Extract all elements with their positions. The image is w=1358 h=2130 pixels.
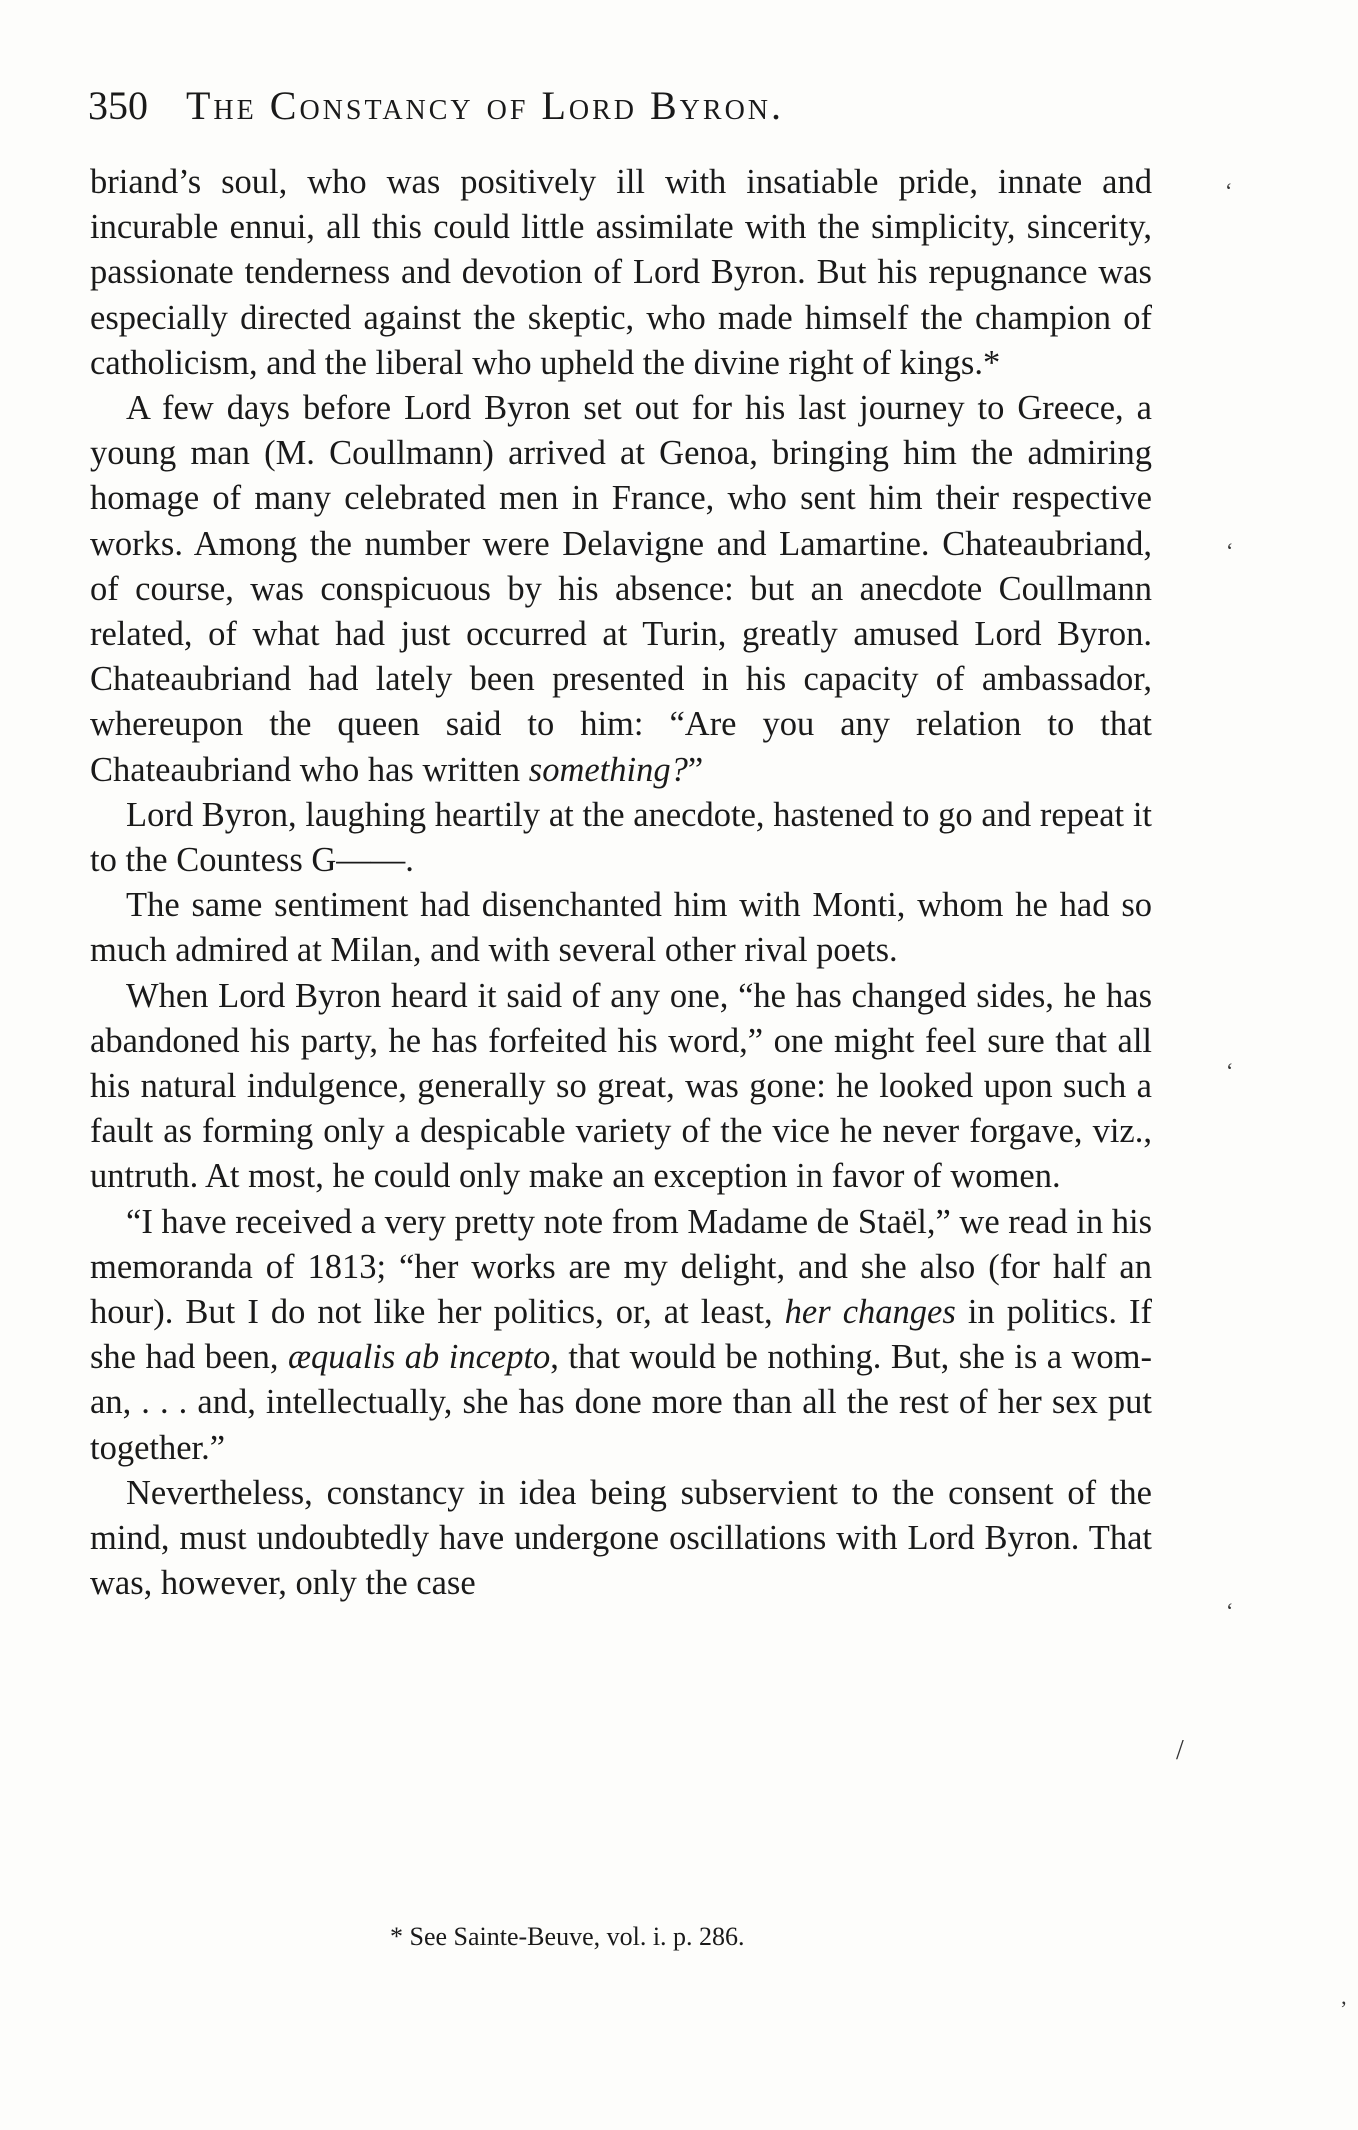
paragraph: [90, 386, 1152, 793]
italic-text: something?: [528, 750, 688, 789]
text-run: A few days before Lord Byron set out for his last journey to Greece, a young man (M. Coullmann) arrived at Genoa, bringing him the admiring homage of many celebrated men in France, who sent him their respective works. Among the number were Delavigne and Lamartine. Chateaubriand, of course, was conspicuous by his absence: but an anecdote Coullmann related, of what had just occurred at Turin, greatly amused Lord Byron. Chateaubriand had lately been presented in his capacity of ambassador, whereupon the queen said to him: “Are you any relation to that Chateaubriand who has written: [90, 389, 1152, 789]
margin-mark: ‘: [1226, 538, 1234, 563]
paragraph: [90, 974, 1152, 1200]
margin-mark: ’: [1340, 1996, 1348, 2021]
body-text: [90, 160, 1152, 1607]
italic-text: her changes: [784, 1293, 956, 1332]
paragraph: [90, 1200, 1152, 1471]
text-run: “I have received a very pretty note from Madame de Staël,” we read in his memoranda of 1813; “her works are my delight, and she also (for half an hour). But I do not like her politics, or, at least,: [90, 1202, 1152, 1332]
footnote: * See Sainte-Beuve, vol. i. p. 286.: [390, 1922, 745, 1951]
text-run: The same sentiment had disenchanted him with Monti, whom he had so much admired at Milan, and with several other rival poets.: [90, 886, 1152, 970]
paragraph: [90, 160, 1152, 386]
running-title: The Constancy of Lord Byron.: [186, 83, 785, 128]
text-run: , that would be nothing. But, she is a woman, . . . and, intellectually, she has done more than all the rest of her sex put together.”: [90, 1338, 1152, 1467]
paragraph: [90, 883, 1152, 973]
text-run: Lord Byron, laughing heartily at the anecdote, hastened to go and repeat it to the Countess G——.: [90, 795, 1152, 880]
paragraph: [90, 793, 1152, 883]
text-run: briand’s soul, who was positively ill with insatiable pride, innate and incurable ennui, all this could little assimilate with the simplicity, sincerity, passionate tenderness and devotion of Lord Byron. But his repugnance was especially directed against the skeptic, who made himself the champion of catholicism, and the liberal who upheld the divine right of kings.*: [90, 163, 1152, 382]
running-header: [88, 76, 1168, 136]
text-run: ”: [687, 750, 704, 789]
margin-mark: ‘: [1226, 1598, 1234, 1623]
page-number: 350: [88, 83, 148, 128]
margin-mark: ‘: [1226, 1058, 1234, 1083]
margin-mark: ‘: [1225, 178, 1233, 203]
italic-text: æqualis ab incepto: [287, 1338, 551, 1377]
text-run: When Lord Byron heard it said of any one, “he has changed sides, he has abandoned his party, he has forfeited his word,” one might feel sure that all his natural indulgence, generally so great, was gone: he looked upon such a fault as forming only a despicable variety of the vice he never forgave, viz., untruth. At most, he could only make an exception in favor of women.: [90, 976, 1152, 1196]
margin-mark: /: [1176, 1735, 1184, 1766]
text-run: Nevertheless, constancy in idea being subservient to the consent of the mind, must undoubtedly have undergone oscillations with Lord Byron. That was, however, only the case: [90, 1473, 1152, 1603]
paragraph: [90, 1471, 1152, 1607]
text-run: in politics. If she had been,: [90, 1293, 1152, 1377]
